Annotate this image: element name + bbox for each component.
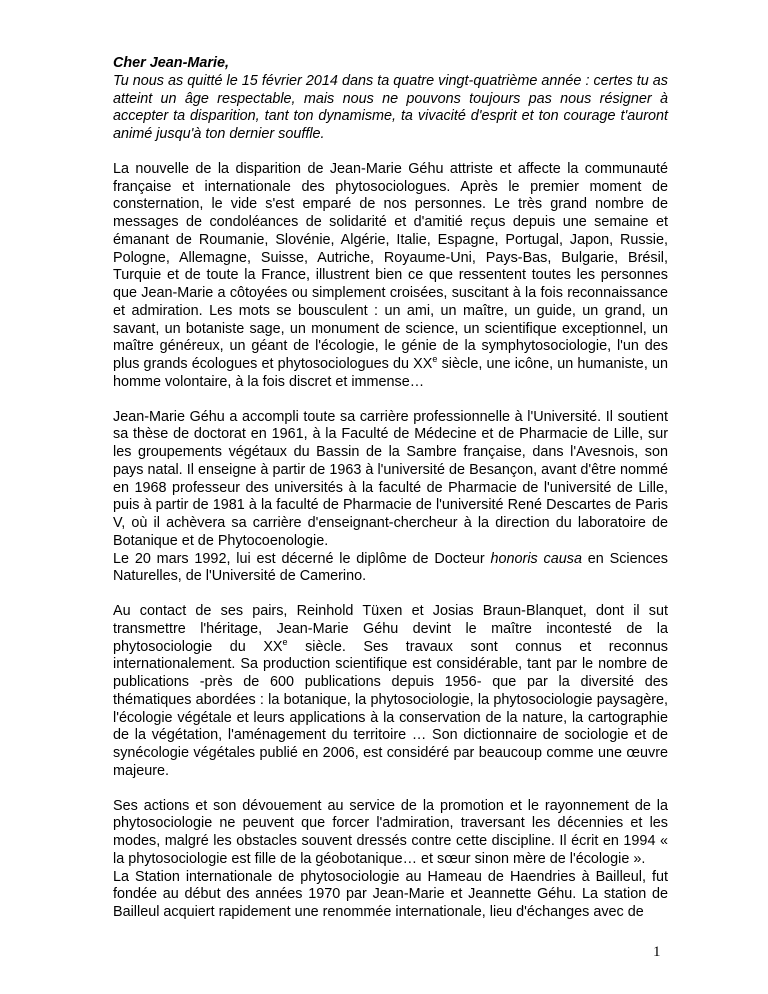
paragraph-station: La Station internationale de phytosociologie au Hameau de Haendries à Bailleul, fut fondée au début des années 1970 par Jean-Marie et Jeannette Géhu. La station de Bailleul acquiert rapidement une renommée internationale, lieu d'échanges avec de [113,868,668,920]
paragraph-text: en Sciences Naturelles, de l'Université de Camerino. [113,550,668,585]
superscript: e [282,636,288,647]
salutation: Cher Jean-Marie, [113,55,229,71]
paragraph-text: Le 20 mars 1992, lui est décerné le diplôme de Docteur [113,550,491,567]
paragraph-text: siècle, une icône, un humaniste, un homme volontaire, à la fois discret et immense… [113,356,668,390]
paragraph-honoris-causa [113,551,668,587]
paragraph-career: Jean-Marie Géhu a accompli toute sa carrière professionnelle à l'Université. Il soutient sa thèse de doctorat en 1961, à la Faculté de Médecine et de Pharmacie de Lille, sur les groupements végétaux du Bassin de la Sambre française, dans l'Avesnois, son pays natal. Il enseigne à partir de 1963 à l'université de Besançon, avant d'être nommé en 1968 professeur des universités à la faculté de Pharmacie de l'université de Lille, puis à partir de 1981 à la faculté de Pharmacie de l'université René Descartes de Paris V, où il achèvera sa carrière d'enseignant-chercheur à la direction du laboratoire de Botanique et de Phytocoenologie. [113,408,668,549]
italic-text: honoris causa [490,550,582,567]
paragraph-works [113,603,668,781]
intro-paragraph: Tu nous as quitté le 15 février 2014 dans ta quatre vingt-quatrième année : certes tu as atteint un âge respectable, mais nous ne pouvons toujours pas nous résigner à accepter ta disparition, tant ton dynamisme, ta vivacité d'esprit et ton courage t'auront animé jusqu'à ton dernier souffle. [113,72,668,142]
paragraph-promotion: Ses actions et son dévouement au service de la promotion et le rayonnement de la phytosociologie ne peuvent que forcer l'admiration, traversant les décennies et les modes, malgré les obstacles souvent dressés contre cette discipline. Il écrit en 1994 « la phytosociologie est fille de la géobotanique… et sœur sinon mère de l'écologie ». [113,797,668,867]
page-number: 1 [653,944,661,960]
paragraph-text: La nouvelle de la disparition de Jean-Marie Géhu attriste et affecte la communauté française et internationale des phytosociologues. Après le premier moment de consternation, le vide s'est emparé de nos personnes. Le très grand nombre de messages de condoléances de solidarité et d'amitié reçus depuis une semaine et émanant de Roumanie, Slovénie, Algérie, Italie, Espagne, Portugal, Japon, Russie, Pologne, Allemagne, Suisse, Autriche, Royaume-Uni, Pays-Bas, Bulgarie, Brésil, Turquie et de toute la France, illustrent bien ce que ressentent toutes les personnes que Jean-Marie a côtoyées ou simplement croisées, suscitant à la fois reconnaissance et admiration. Les mots se bousculent : un ami, un maître, un guide, un grand, un savant, un botaniste sage, un monument de science, un scientifique exceptionnel, un maître généreux, un géant de l'écologie, le génie de la symphytosociologie, l'un des plus grands écologues et phytosociologues du XX [113,160,668,372]
document-body [113,55,668,922]
paragraph-condolences [113,161,668,392]
paragraph-text: siècle. Ses travaux sont connus et reconnus internationalement. Sa production scientifique est considérable, tant par le nombre de publications -près de 600 publications depuis 1956- que par la diversité des thématiques abordées : la botanique, la phytosociologie, la phytosociologie paysagère, l'écologie végétale et leurs applications à la conservation de la nature, la cartographie de la végétation, l'aménagement du territoire … Son dictionnaire de sociologie et de synécologie végétales publié en 2006, est considéré par beaucoup comme une œuvre majeure. [113,638,668,779]
superscript: e [432,354,438,364]
paragraph-text: Au contact de ses pairs, Reinhold Tüxen et Josias Braun-Blanquet, dont il sut transmettre l'héritage, Jean-Marie Géhu devint le maître incontesté de la phytosociologie du XX [113,603,668,655]
